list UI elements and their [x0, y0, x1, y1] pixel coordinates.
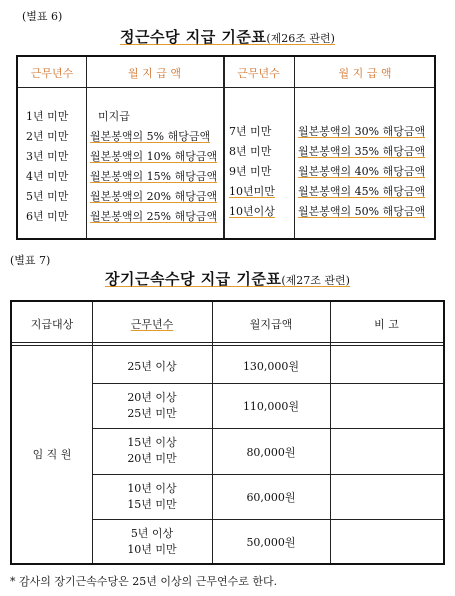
- table1-row-years: 3년 미만: [26, 150, 69, 163]
- table2-row-divider: [92, 428, 443, 429]
- table1-row-amount: 월본봉액의 45% 해당금액: [298, 185, 426, 198]
- table2-label: (별표 7): [10, 254, 51, 267]
- table1-title-ref: (제26조 관련): [266, 32, 335, 45]
- table1-header-divider: [18, 87, 434, 88]
- table1-row-amount: 월본봉액의 20% 해당금액: [90, 190, 218, 203]
- table2-row-amount: 130,000원: [242, 360, 300, 373]
- table2-row-amount: 50,000원: [246, 536, 296, 549]
- table2-row-amount: 110,000원: [242, 400, 300, 413]
- table1-col-divider: [86, 57, 87, 238]
- table2-row-divider: [92, 474, 443, 475]
- table2-row-years-line2: 25년 미만: [127, 407, 177, 420]
- table1-row-years: 2년 미만: [26, 130, 69, 143]
- table1-header-amount-left: 월 지 급 액: [128, 67, 181, 80]
- table2-row-amount: 80,000원: [246, 446, 296, 459]
- table1-row-years: 5년 미만: [26, 190, 69, 203]
- table1-row-amount: 월본봉액의 25% 해당금액: [90, 210, 218, 223]
- table1-grid: [16, 55, 436, 240]
- table2-row-years: 25년 이상: [127, 360, 177, 373]
- table1-row-amount: 월본봉액의 30% 해당금액: [298, 125, 426, 138]
- table1-row-amount: 월본봉액의 10% 해당금액: [90, 150, 218, 163]
- table1-row-years: 6년 미만: [26, 210, 69, 223]
- table1-row-years: 8년 미만: [229, 145, 272, 158]
- table2-row-years: [92, 481, 212, 513]
- table2-row-years-line2: 15년 미만: [127, 498, 177, 511]
- table2-row-years: [92, 435, 212, 467]
- table1-label: (별표 6): [22, 10, 63, 23]
- table2-footnote: * 감사의 장기근속수당은 25년 이상의 근무연수로 한다.: [10, 575, 278, 588]
- table1-row-amount: 월본봉액의 50% 해당금액: [298, 205, 426, 218]
- table2-title-ref: (제27조 관련): [281, 274, 350, 287]
- table2-header-divider: [12, 342, 443, 346]
- table2-row-divider: [92, 383, 443, 384]
- table1-header-years-left: 근무년수: [30, 67, 74, 80]
- table1-title-text: 정근수당 지급 기준표: [120, 28, 267, 46]
- table1-header-years-right: 근무년수: [237, 67, 280, 80]
- table1-row-years: 1년 미만: [26, 110, 69, 123]
- table2-row-years-line1: 20년 이상: [127, 391, 177, 404]
- table1-row-years: 10년이상: [229, 205, 275, 218]
- table2-header-amount: 월지급액: [249, 318, 293, 331]
- table1-row-amount: 월본봉액의 5% 해당금액: [90, 130, 211, 143]
- table2-grid: [10, 300, 445, 565]
- table2-title-text: 장기근속수당 지급 기준표: [105, 270, 282, 288]
- table2-target: 임 직 원: [32, 448, 72, 461]
- table1-row-amount: 미지급: [98, 110, 130, 123]
- table1-row-years: 4년 미만: [26, 170, 69, 183]
- table2-title: [0, 268, 455, 289]
- table1-header-amount-right: 월 지 급 액: [338, 67, 392, 80]
- table2-row-years-line2: 20년 미만: [127, 452, 177, 465]
- table2-row-years: [92, 526, 212, 558]
- table1-col-divider: [223, 57, 225, 238]
- table2-row-years-line1: 10년 이상: [127, 482, 177, 495]
- table1-title: [0, 26, 455, 47]
- table1-row-amount: 월본봉액의 40% 해당금액: [298, 165, 426, 178]
- table2-row-years-line1: 5년 이상: [130, 527, 174, 540]
- table2-header-years: 근무년수: [130, 318, 174, 331]
- table2-row-amount: 60,000원: [246, 491, 296, 504]
- table1-row-years: 10년미만: [229, 185, 275, 198]
- table2-row-years-line2: 10년 미만: [127, 543, 177, 556]
- table1-row-years: 9년 미만: [229, 165, 272, 178]
- table2-row-divider: [92, 519, 443, 520]
- table1-row-amount: 월본봉액의 35% 해당금액: [298, 145, 426, 158]
- table2-header-target: 지급대상: [30, 318, 74, 331]
- table2-header-note: 비 고: [374, 318, 399, 331]
- table1-row-amount: 월본봉액의 15% 해당금액: [90, 170, 218, 183]
- table2-row-years: [92, 390, 212, 422]
- table2-row-years-line1: 15년 이상: [127, 436, 177, 449]
- table1-row-years: 7년 미만: [229, 125, 272, 138]
- table1-col-divider: [294, 57, 295, 238]
